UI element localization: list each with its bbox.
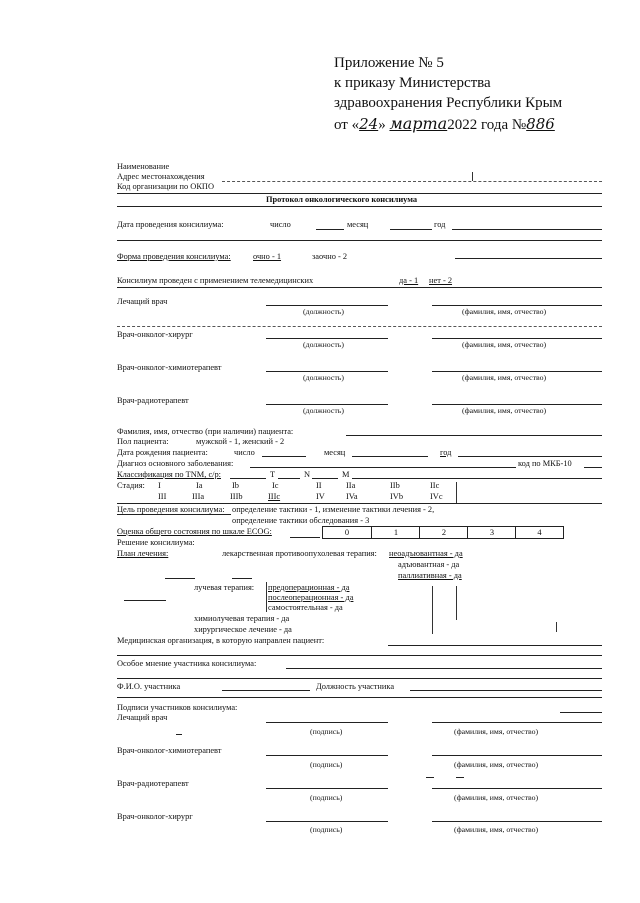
fio-field[interactable]	[432, 788, 602, 789]
telemed-label: Консилиум проведен с применением телемедицинских	[117, 276, 314, 285]
form-line	[455, 258, 602, 259]
opinion-line	[117, 678, 602, 679]
fio-caption: (фамилия, имя, отчество)	[454, 793, 539, 802]
doctor-role-surgeon: Врач-онколог-хирург	[117, 330, 193, 339]
ecog-1[interactable]: 1	[371, 527, 420, 538]
stage-IVa[interactable]: IVa	[346, 492, 358, 501]
divider	[456, 586, 457, 620]
sign-role-surgeon: Врач-онколог-хирург	[117, 812, 193, 821]
protocol-title: Протокол онкологического консилиума	[266, 195, 418, 204]
participant-fio-field[interactable]	[222, 690, 310, 691]
section-line	[117, 240, 602, 241]
stage-IVb[interactable]: IVb	[390, 492, 404, 501]
birth-label: Дата рождения пациента:	[117, 448, 208, 457]
handwritten-month: марта	[389, 114, 448, 133]
tnm-m-field[interactable]	[352, 478, 602, 479]
sign-caption: (подпись)	[310, 760, 343, 769]
fio-caption: (фамилия, имя, отчество)	[462, 373, 547, 382]
birth-day: число	[234, 448, 255, 457]
patient-sex-label: Пол пациента:	[117, 437, 169, 446]
tnm-t: T	[270, 470, 276, 479]
appendix-date	[334, 115, 555, 134]
plan-label: План лечения:	[117, 549, 169, 558]
ecog-4[interactable]: 4	[515, 527, 563, 538]
plan-standalone[interactable]: самостоятельная - да	[268, 603, 343, 612]
stage-III[interactable]: III	[158, 492, 167, 501]
consilium-date-label: Дата проведения консилиума:	[117, 220, 224, 229]
day-field[interactable]	[316, 229, 344, 230]
plan-palliative[interactable]: паллиативная - да	[398, 571, 462, 580]
stage-line	[117, 503, 602, 504]
plan-postop[interactable]: послеоперационная - да	[268, 593, 354, 602]
telemed-no: нет - 2	[429, 276, 453, 285]
appendix-title: Приложение № 5	[334, 55, 444, 71]
telemed-yes: да - 1	[399, 276, 419, 285]
consilium-date-year: год	[434, 220, 446, 229]
sign-role-chemotherapist: Врач-онколог-химиотерапевт	[117, 746, 222, 755]
stage-IIa[interactable]: IIa	[346, 481, 356, 490]
patient-sex-values: мужской - 1, женский - 2	[196, 437, 285, 446]
participant-position-label: Должность участника	[316, 682, 395, 691]
doctor-role-attending: Лечащий врач	[117, 297, 168, 306]
position-caption: (должность)	[303, 340, 344, 349]
handwritten-day: 24	[359, 115, 379, 133]
position-caption: (должность)	[303, 406, 344, 415]
position-field[interactable]	[266, 338, 388, 339]
patient-fio-label: Фамилия, имя, отчество (при наличии) пациента:	[117, 427, 294, 436]
participant-line	[117, 697, 602, 698]
participant-position-field[interactable]	[410, 690, 602, 691]
plan-chemoradiation[interactable]: химиолучевая терапия - да	[194, 614, 290, 623]
plan-line	[124, 600, 166, 601]
opinion-label: Особое мнение участника консилиума:	[117, 659, 257, 668]
mkb-field[interactable]	[584, 467, 602, 468]
divider	[432, 586, 433, 634]
stage-IIc[interactable]: IIc	[430, 481, 440, 490]
org-address-label: Адрес местонахождения	[117, 172, 205, 181]
fio-caption: (фамилия, имя, отчество)	[454, 825, 539, 834]
appendix-order: к приказу Министерства	[334, 75, 491, 91]
birth-year: год	[440, 448, 452, 457]
birth-month: месяц	[324, 448, 346, 457]
ecog-0[interactable]: 0	[344, 528, 350, 537]
fio-caption: (фамилия, имя, отчество)	[462, 406, 547, 415]
consilium-date-day: число	[270, 220, 291, 229]
position-caption: (должность)	[303, 373, 344, 382]
med-org-field[interactable]	[388, 645, 602, 646]
divider	[456, 482, 457, 504]
sign-caption: (подпись)	[310, 793, 343, 802]
med-org-line	[117, 655, 602, 656]
signature-field[interactable]	[266, 821, 388, 822]
fio-caption: (фамилия, имя, отчество)	[454, 760, 539, 769]
participant-fio-label: Ф.И.О. участника	[117, 682, 181, 691]
fio-field[interactable]	[432, 755, 602, 756]
doctor-divider	[117, 326, 602, 327]
tnm-m: M	[342, 470, 350, 479]
signatures-heading: Подписи участников консилиума:	[117, 703, 238, 712]
appendix-ministry: здравоохранения Республики Крым	[334, 95, 563, 111]
med-org-label: Медицинская организация, в которую направлен пациент:	[117, 636, 325, 645]
stage-Ic[interactable]: Ic	[272, 481, 279, 490]
plan-line	[232, 578, 252, 579]
fio-field[interactable]	[432, 371, 602, 372]
patient-fio-field[interactable]	[346, 435, 602, 436]
stage-Ia[interactable]: Ia	[196, 481, 203, 490]
plan-surgery[interactable]: хирургическое лечение - да	[194, 625, 292, 634]
sign-line	[176, 734, 182, 735]
mkb-label: код по МКБ-10	[518, 459, 572, 468]
sign-role-radiotherapist: Врач-радиотерапевт	[117, 779, 189, 788]
stage-IV[interactable]: IV	[316, 492, 325, 501]
fio-field[interactable]	[432, 722, 602, 723]
position-caption: (должность)	[303, 307, 344, 316]
signature-field[interactable]	[266, 755, 388, 756]
fio-field[interactable]	[432, 338, 602, 339]
form-in-person: очно - 1	[253, 252, 282, 261]
consilium-date-month: месяц	[347, 220, 369, 229]
handwritten-number: 886	[526, 115, 555, 133]
date-mid: »	[378, 117, 386, 133]
plan-drug: лекарственная противоопухолевая терапия:	[222, 549, 377, 558]
diagnosis-label: Диагноз основного заболевания:	[117, 459, 234, 468]
stage-IIb[interactable]: IIb	[390, 481, 400, 490]
sign-caption: (подпись)	[310, 727, 343, 736]
stage-II[interactable]: II	[316, 481, 322, 490]
fio-field[interactable]	[432, 404, 602, 405]
stage-I[interactable]: I	[158, 481, 161, 490]
birth-month-field[interactable]	[352, 456, 428, 457]
fio-caption: (фамилия, имя, отчество)	[454, 727, 539, 736]
goal-line2: определение тактики обследования - 3	[232, 516, 370, 525]
fio-field[interactable]	[432, 821, 602, 822]
ecog-label: Оценка общего состояния по шкале ECOG:	[117, 527, 272, 536]
plan-line	[165, 578, 195, 579]
fio-caption: (фамилия, имя, отчество)	[462, 307, 547, 316]
stage-IIIa[interactable]: IIIa	[192, 492, 205, 501]
sign-caption: (подпись)	[310, 825, 343, 834]
plan-radiation: лучевая терапия:	[194, 583, 255, 592]
doctor-role-radiotherapist: Врач-радиотерапевт	[117, 396, 189, 405]
position-field[interactable]	[266, 371, 388, 372]
plan-neoadjuvant[interactable]: неоадъювантная - да	[389, 549, 463, 558]
signature-field[interactable]	[266, 788, 388, 789]
org-address-line	[222, 181, 602, 182]
consilium-form-label: Форма проведения консилиума:	[117, 252, 231, 261]
goal-underline	[117, 514, 231, 515]
stage-IIIb[interactable]: IIIb	[230, 492, 243, 501]
sign-line	[560, 712, 602, 713]
stage-label: Стадия:	[117, 481, 145, 490]
sign-line	[426, 777, 434, 778]
doctor-role-chemotherapist: Врач-онколог-химиотерапевт	[117, 363, 222, 372]
date-prefix: от «	[334, 117, 360, 133]
title-divider	[117, 206, 602, 207]
year-field[interactable]	[452, 229, 602, 230]
stage-Ib[interactable]: Ib	[232, 481, 239, 490]
tnm-n: N	[304, 470, 311, 479]
ecog-2[interactable]: 2	[419, 527, 468, 538]
org-name-label: Наименование	[117, 162, 170, 171]
ecog-scale	[322, 526, 564, 539]
sign-line	[456, 777, 464, 778]
date-year: 2022 года №	[447, 117, 527, 133]
org-okpo-label: Код организации по ОКПО	[117, 182, 215, 191]
tnm-n-field[interactable]	[312, 478, 338, 479]
divider	[472, 172, 473, 181]
telemed-line	[117, 287, 602, 288]
ecog-3[interactable]: 3	[467, 527, 516, 538]
goal-line1: определение тактики - 1, изменение тактики лечения - 2,	[232, 505, 435, 514]
fio-field[interactable]	[432, 305, 602, 306]
divider	[556, 622, 557, 632]
position-field[interactable]	[266, 305, 388, 306]
month-field[interactable]	[390, 229, 432, 230]
decision-label: Решение консилиума:	[117, 538, 195, 547]
signature-field[interactable]	[266, 722, 388, 723]
goal-label: Цель проведения консилиума:	[117, 505, 225, 514]
birth-year-field[interactable]	[458, 456, 602, 457]
stage-IVc[interactable]: IVc	[430, 492, 443, 501]
position-field[interactable]	[266, 404, 388, 405]
tnm-cp-field[interactable]	[230, 478, 266, 479]
birth-day-field[interactable]	[262, 456, 306, 457]
divider	[266, 582, 267, 612]
opinion-field[interactable]	[286, 668, 602, 669]
sign-role-attending: Лечащий врач	[117, 713, 168, 722]
plan-adjuvant[interactable]: адъювантная - да	[398, 560, 460, 569]
tnm-t-field[interactable]	[278, 478, 300, 479]
tnm-label: Классификация по TNM, c/p:	[117, 470, 221, 479]
diagnosis-field[interactable]	[250, 467, 516, 468]
ecog-field[interactable]	[290, 537, 320, 538]
form-remote: заочно - 2	[312, 252, 348, 261]
org-divider	[117, 193, 602, 194]
stage-IIIc[interactable]: IIIc	[268, 492, 281, 501]
plan-preop[interactable]: предоперационная - да	[268, 583, 350, 592]
fio-caption: (фамилия, имя, отчество)	[462, 340, 547, 349]
